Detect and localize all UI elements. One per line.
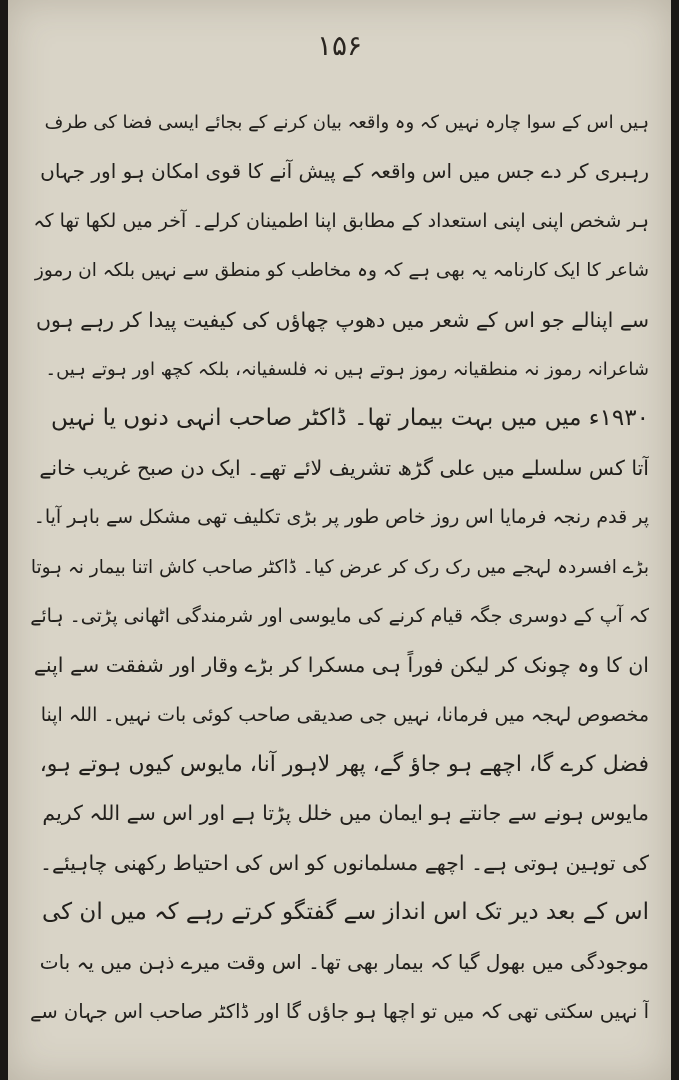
text-line: آتا کس سلسلے میں علی گڑھ تشریف لائے تھے۔ ایک دن صبح غریب خانے <box>39 455 649 480</box>
text-line: مایوس ہونے سے جانتے ہو ایمان میں خلل پڑتا ہے اور اس سے اللہ کریم <box>42 801 649 826</box>
text-line: موجودگی میں بھول گیا کہ بیمار بھی تھا۔ اس وقت میرے ذہن میں یہ بات <box>39 949 649 974</box>
text-line: پر قدم رنجہ فرمایا اس روز خاص طور پر بڑی تکلیف تھی مشکل سے باہر آیا۔ <box>33 506 649 529</box>
text-line: بڑے افسردہ لہجے میں رک رک کر عرض کیا۔ ڈاکٹر صاحب کاش اتنا بیمار نہ ہوتا <box>30 556 649 578</box>
text-line: ہیں اس کے سوا چارہ نہیں کہ وہ واقعہ بیان کرنے کے بجائے ایسی فضا کی طرف <box>44 112 649 133</box>
text-line: فضل کرے گا، اچھے ہو جاؤ گے، پھر لاہور آنا، مایوس کیوں ہوتے ہو، <box>39 752 649 778</box>
text-line: آ نہیں سکتی تھی کہ میں تو اچھا ہو جاؤں گا اور ڈاکٹر صاحب اس جہان سے <box>30 1000 649 1024</box>
text-line: کی توہین ہوتی ہے۔ اچھے مسلمانوں کو اس کی احتیاط رکھنی چاہیئے۔ <box>40 850 649 875</box>
text-line: ہر شخص اپنی اپنی استعداد کے مطابق اپنا اطمینان کرلے۔ آخر میں لکھا تھا کہ <box>33 209 649 232</box>
text-line: شاعرانہ رموز نہ منطقیانہ رموز ہوتے ہیں نہ فلسفیانہ، بلکہ کچھ اور ہوتے ہیں۔ <box>45 358 649 380</box>
page-number: ۱۵۶ <box>316 29 363 62</box>
text-line: اس کے بعد دیر تک اس انداز سے گفتگو کرتے رہے کہ میں ان کی <box>42 899 649 926</box>
text-line: ان کا وہ چونک کر لیکن فوراً ہی مسکرا کر بڑے وقار اور شفقت سے اپنے <box>33 653 649 678</box>
text-line: شاعر کا ایک کارنامہ یہ بھی ہے کہ وہ مخاطب کو منطق سے نہیں بلکہ ان رموز <box>34 260 649 282</box>
text-line: ۱۹۳۰ء میں میں بہت بیمار تھا۔ ڈاکٹر صاحب انہی دنوں یا نہیں <box>50 405 649 432</box>
text-line: رہبری کر دے جس میں اس واقعہ کے پیش آنے کا قوی امکان ہو اور جہاں <box>40 159 649 184</box>
book-page <box>8 0 671 1080</box>
text-line: سے اپنالے جو اس کے شعر میں دھوپ چھاؤں کی کیفیت پیدا کر رہے ہوں <box>35 307 649 332</box>
page-body-text <box>30 98 649 1036</box>
text-line: مخصوص لہجہ میں فرمانا، نہیں جی صدیقی صاحب کوئی بات نہیں۔ اللہ اپنا <box>40 703 649 726</box>
text-line: کہ آپ کے دوسری جگہ قیام کرنے کی مایوسی اور شرمندگی اٹھانی پڑتی۔ ہائے <box>30 604 649 627</box>
